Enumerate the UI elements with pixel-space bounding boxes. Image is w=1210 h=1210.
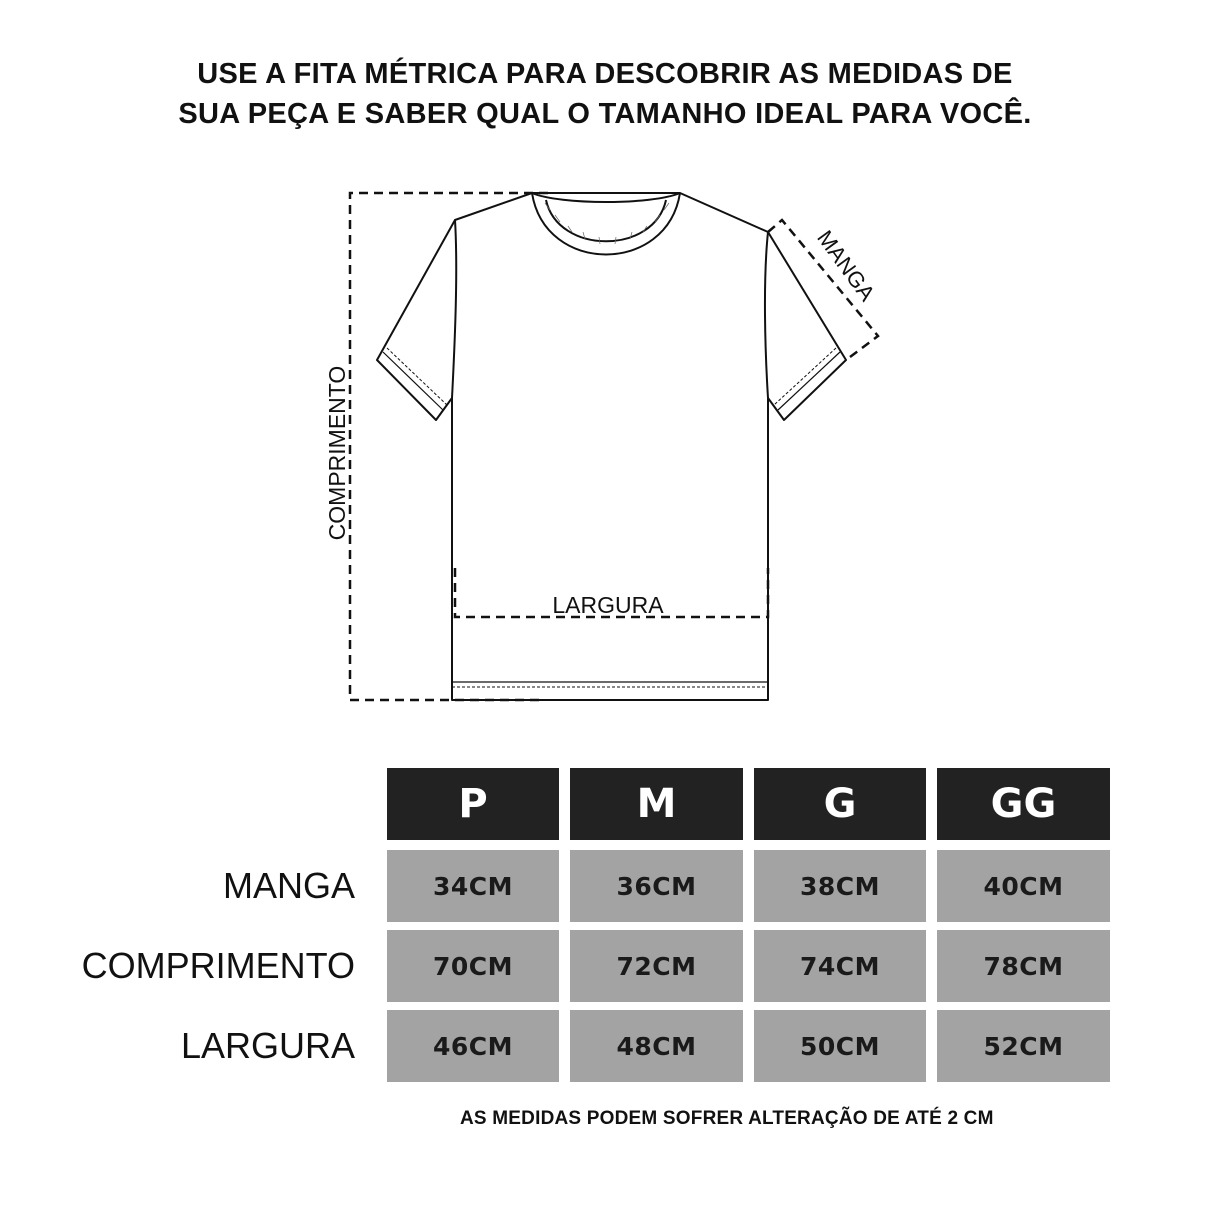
sleeve-label: MANGA [812, 225, 880, 306]
length-label: COMPRIMENTO [324, 365, 350, 541]
cell-manga-g: 38CM [754, 850, 926, 922]
length-measure-line [350, 193, 548, 700]
cell-manga-gg: 40CM [937, 850, 1110, 922]
row-label-largura: LARGURA [180, 1025, 355, 1066]
size-header-gg: GG [937, 768, 1110, 840]
row-label-comprimento: COMPRIMENTO [81, 945, 355, 986]
measurement-lines [350, 193, 878, 700]
collar-ribbing [545, 203, 669, 244]
cell-largura-gg: 52CM [937, 1010, 1110, 1082]
width-label: LARGURA [552, 592, 664, 618]
size-header-p: P [387, 768, 559, 840]
cell-largura-p: 46CM [387, 1010, 559, 1082]
cell-largura-m: 48CM [570, 1010, 743, 1082]
cell-comprimento-g: 74CM [754, 930, 926, 1002]
row-label-manga: MANGA [222, 865, 355, 906]
cell-largura-g: 50CM [754, 1010, 926, 1082]
tshirt-body-outline [377, 193, 846, 700]
footnote: AS MEDIDAS PODEM SOFRER ALTERAÇÃO DE ATÉ 2 CM [460, 1108, 994, 1129]
size-header-m: M [570, 768, 743, 840]
cell-comprimento-p: 70CM [387, 930, 559, 1002]
cell-comprimento-m: 72CM [570, 930, 743, 1002]
cell-comprimento-gg: 78CM [937, 930, 1110, 1002]
cell-manga-m: 36CM [570, 850, 743, 922]
instruction-line-2: SUA PEÇA E SABER QUAL O TAMANHO IDEAL PARA VOCÊ. [178, 98, 1032, 130]
tshirt-illustration [377, 193, 846, 700]
instruction-line-1: USE A FITA MÉTRICA PARA DESCOBRIR AS MEDIDAS DE [197, 58, 1013, 90]
size-header-g: G [754, 768, 926, 840]
cell-manga-p: 34CM [387, 850, 559, 922]
